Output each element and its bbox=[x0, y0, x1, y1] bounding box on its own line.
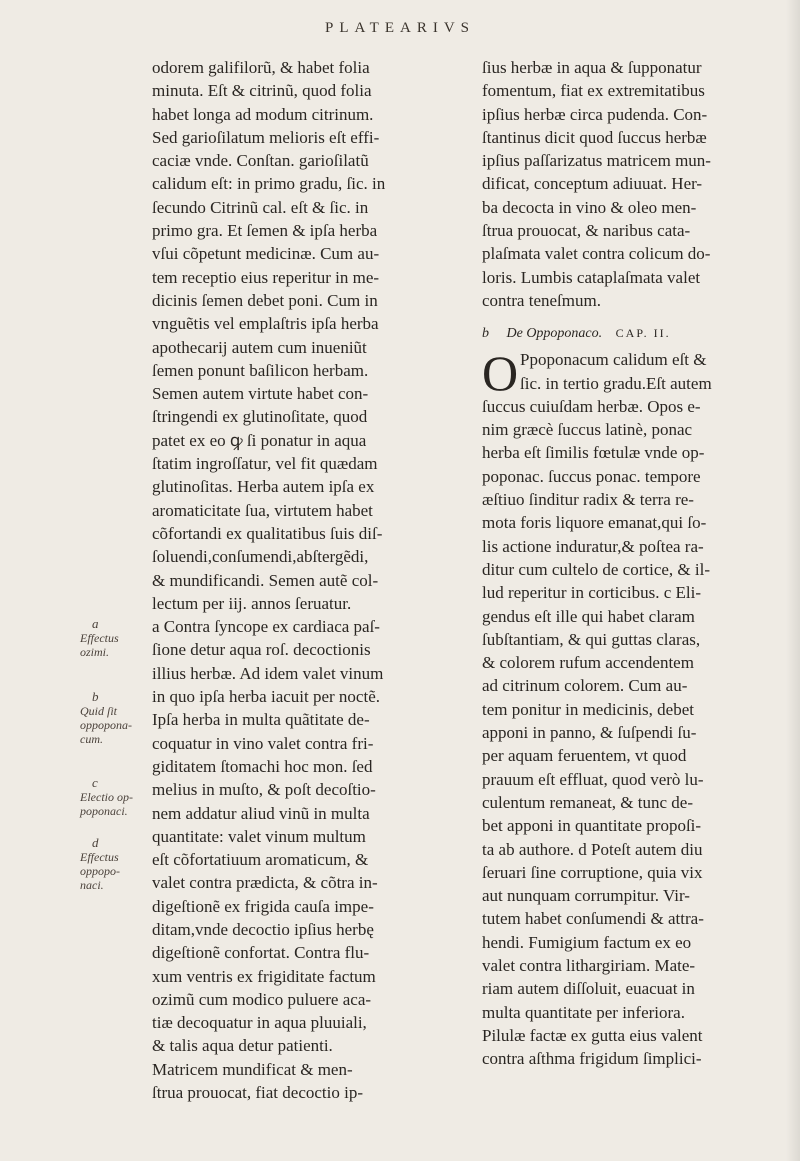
right-text-column bbox=[482, 56, 782, 1070]
margin-note-a bbox=[80, 617, 150, 659]
text-line: illius herbæ. Ad idem valet vinum bbox=[152, 663, 384, 683]
text-line: ſtrua prouocat, & naribus cata- bbox=[482, 221, 691, 241]
text-line: a Contra ſyncope ex cardiaca paſ- bbox=[152, 617, 380, 637]
text-line: gendus eſt ille qui habet claram bbox=[482, 606, 695, 626]
text-line: ſecundo Citrinũ cal. eſt & ſic. in bbox=[152, 197, 369, 217]
text-line: ta ab authore. d Poteſt autem diu bbox=[482, 839, 703, 859]
text-line: Ipſa herba in multa quãtitate de- bbox=[152, 710, 370, 730]
text-line: apothecarij autem cum inueniũt bbox=[152, 337, 367, 357]
text-line: xum ventris ex frigiditate factum bbox=[152, 966, 376, 986]
text-line: fomentum, fiat ex extremitatibus bbox=[482, 81, 705, 101]
left-text-column bbox=[152, 56, 462, 1104]
text-line: quantitate: valet vinum multum bbox=[152, 826, 366, 846]
text-line: ditam,vnde decoctio ipſius herbę bbox=[152, 919, 374, 939]
text-line: tutem habet conſumendi & attra- bbox=[482, 909, 704, 929]
text-line: ſuccus cuiuſdam herbæ. Opos e- bbox=[482, 396, 701, 416]
text-line: ſtringendi ex glutinoſitate, quod bbox=[152, 407, 368, 427]
text-line: Semen autem virtute habet con- bbox=[152, 384, 369, 404]
chapter-heading-key: b bbox=[482, 326, 489, 342]
text-line: in quo ipſa herba iacuit per noctẽ. bbox=[152, 687, 380, 707]
text-line: multa quantitate per inferiora. bbox=[482, 1002, 685, 1022]
text-line: ſemen ponunt baſilicon herbam. bbox=[152, 360, 369, 380]
text-line: tem receptio eius reperitur in me- bbox=[152, 267, 380, 287]
text-line: aromaticitate ſua, virtutem habet bbox=[152, 500, 373, 520]
text-line: digeſtionẽ ex frigida cauſa impe- bbox=[152, 896, 374, 916]
text-line: minuta. Eſt & citrinũ, quod folia bbox=[152, 81, 372, 101]
text-line: valet contra lithargiriam. Mate- bbox=[482, 955, 696, 975]
text-line: & colorem rufum accendentem bbox=[482, 653, 694, 673]
text-line: ba decocta in vino & oleo men- bbox=[482, 197, 697, 217]
text-line: Sed garioſilatum melioris eſt effi- bbox=[152, 127, 380, 147]
text-line: dificat, conceptum adiuuat. Her- bbox=[482, 174, 703, 194]
text-line: glutinoſitas. Herba autem ipſa ex bbox=[152, 477, 375, 497]
margin-note-b bbox=[80, 690, 150, 746]
text-line: ſoluendi,conſumendi,abſtergẽdi, bbox=[152, 547, 369, 567]
text-line: lud reperitur in corticibus. c Eli- bbox=[482, 583, 702, 603]
margin-note-key: d bbox=[92, 835, 99, 850]
right-column-body-text bbox=[482, 345, 782, 1070]
text-line: bet apponi in quantitate propoſi- bbox=[482, 816, 702, 836]
text-line: ſius herbæ in aqua & ſupponatur bbox=[482, 58, 702, 77]
text-line: herba eſt ſimilis fœtulæ vnde op- bbox=[482, 443, 705, 463]
text-line: eſt cõfortatiuum aromaticum, & bbox=[152, 850, 369, 870]
margin-note-line: naci. bbox=[80, 878, 104, 892]
text-line: & mundificandi. Semen autẽ col- bbox=[152, 570, 379, 590]
text-line: ipſius paſſarizatus matricem mun- bbox=[482, 151, 711, 171]
text-line: ozimũ cum modico puluere aca- bbox=[152, 989, 372, 1009]
text-line: habet longa ad modum citrinum. bbox=[152, 104, 374, 124]
margin-note-line: Effectus bbox=[80, 850, 119, 864]
margin-note-line: poponaci. bbox=[80, 804, 128, 818]
text-line: odorem galifilorũ, & habet folia bbox=[152, 58, 370, 77]
margin-note-line: Quid ſit bbox=[80, 704, 118, 718]
text-line: culentum remaneat, & tunc de- bbox=[482, 792, 693, 812]
text-line: ſic. in tertio gradu.Eſt autem bbox=[520, 373, 712, 393]
chapter-heading-title: De Oppoponaco. bbox=[506, 326, 603, 342]
text-line: valet contra prædicta, & cõtra in- bbox=[152, 873, 378, 893]
text-line: ſtantinus dicit quod ſuccus herbæ bbox=[482, 127, 707, 147]
text-line: ditur cum cultelo de cortice, & il- bbox=[482, 559, 711, 579]
text-line: digeſtionẽ confortat. Contra flu- bbox=[152, 943, 370, 963]
text-line: ſione detur aqua roſ. decoctionis bbox=[152, 640, 371, 660]
text-line: ſeruari ſine corruptione, quia vix bbox=[482, 862, 703, 882]
text-line: hendi. Fumigium factum ex eo bbox=[482, 932, 692, 952]
text-line: melius in muſto, & poſt decoſtio- bbox=[152, 780, 376, 800]
text-line: vſui cõpetunt medicinæ. Cum au- bbox=[152, 244, 380, 264]
text-line: cõfortandi ex qualitatibus ſuis diſ- bbox=[152, 523, 383, 543]
text-line: aut nunquam corrumpitur. Vir- bbox=[482, 886, 690, 906]
margin-note-line: oppopona- bbox=[80, 718, 132, 732]
margin-note-d bbox=[80, 836, 150, 892]
text-line: tem ponitur in medicinis, debet bbox=[482, 699, 694, 719]
text-line: æſtiuo ſinditur radix & terra re- bbox=[482, 490, 694, 510]
text-line: ſtrua prouocat, fiat decoctio ip- bbox=[152, 1083, 363, 1103]
text-line: contra teneſmum. bbox=[482, 290, 601, 310]
text-line: prauum eſt effluat, quod verò lu- bbox=[482, 769, 704, 789]
text-line: apponi in panno, & ſuſpendi ſu- bbox=[482, 723, 697, 743]
margin-note-key: b bbox=[92, 689, 99, 704]
text-line: patet ex eo ꝙ ſi ponatur in aqua bbox=[152, 430, 367, 450]
chapter-body bbox=[482, 345, 782, 1070]
margin-note-line: ozimi. bbox=[80, 645, 110, 659]
text-line: caciæ vnde. Conſtan. garioſilatũ bbox=[152, 151, 369, 171]
text-line: ſubſtantiam, & qui guttas claras, bbox=[482, 629, 701, 649]
text-line: riam autem diſſoluit, euacuat in bbox=[482, 979, 695, 999]
right-column-top-text bbox=[482, 56, 782, 312]
text-line: & talis aqua detur patienti. bbox=[152, 1036, 333, 1056]
text-line: vnguẽtis vel emplaſtris ipſa herba bbox=[152, 314, 379, 334]
running-head: PLATEARIVS bbox=[324, 20, 475, 36]
margin-note-key: c bbox=[92, 775, 98, 790]
text-line: plaſmata valet contra colicum do- bbox=[482, 244, 711, 264]
margin-note-line: oppopo- bbox=[80, 864, 120, 878]
margin-note-c bbox=[80, 776, 150, 818]
text-line: tiæ decoquatur in aqua pluuiali, bbox=[152, 1013, 367, 1033]
margin-note-line: cum. bbox=[80, 732, 103, 746]
text-line: primo gra. Et ſemen & ipſa herba bbox=[152, 221, 378, 241]
text-line: giditatem ſtomachi hoc mon. ſed bbox=[152, 756, 373, 776]
text-line: dicinis ſemen debet poni. Cum in bbox=[152, 290, 378, 310]
drop-cap: O bbox=[482, 345, 519, 402]
margin-note-key: a bbox=[92, 616, 99, 631]
text-line: loris. Lumbis cataplaſmata valet bbox=[482, 267, 701, 287]
page-edge-shadow bbox=[786, 0, 800, 1161]
text-line: poponac. ſuccus ponac. tempore bbox=[482, 466, 701, 486]
text-line: mota foris liquore emanat,qui ſo- bbox=[482, 513, 707, 533]
margin-note-line: Effectus bbox=[80, 631, 119, 645]
text-line: ipſius herbæ circa pudenda. Con- bbox=[482, 104, 708, 124]
text-line: coquatur in vino valet contra fri- bbox=[152, 733, 374, 753]
text-line: per aquam feruentem, vt quod bbox=[482, 746, 687, 766]
text-line: lectum per iij. annos ſeruatur. bbox=[152, 593, 352, 613]
text-line: Pilulæ factæ ex gutta eius valent bbox=[482, 1025, 703, 1045]
chapter-heading bbox=[482, 318, 782, 348]
text-line: lis actione induratur,& poſtea ra- bbox=[482, 536, 704, 556]
text-line: nim græcè ſuccus latinè, ponac bbox=[482, 420, 693, 440]
text-line: calidum eſt: in primo gradu, ſic. in bbox=[152, 174, 386, 194]
text-line: ad citrinum colorem. Cum au- bbox=[482, 676, 688, 696]
text-line: nem addatur aliud vinũ in multa bbox=[152, 803, 370, 823]
chapter-heading-cap: CAP. II. bbox=[615, 326, 671, 341]
margin-note-line: Electio op- bbox=[80, 790, 133, 804]
text-line: Ppoponacum calidum eſt & bbox=[520, 350, 707, 370]
text-line: contra aſthma frigidum ſimplici- bbox=[482, 1049, 702, 1069]
text-line: ſtatim ingroſſatur, vel fit quædam bbox=[152, 454, 378, 474]
text-line: Matricem mundificat & men- bbox=[152, 1059, 353, 1079]
